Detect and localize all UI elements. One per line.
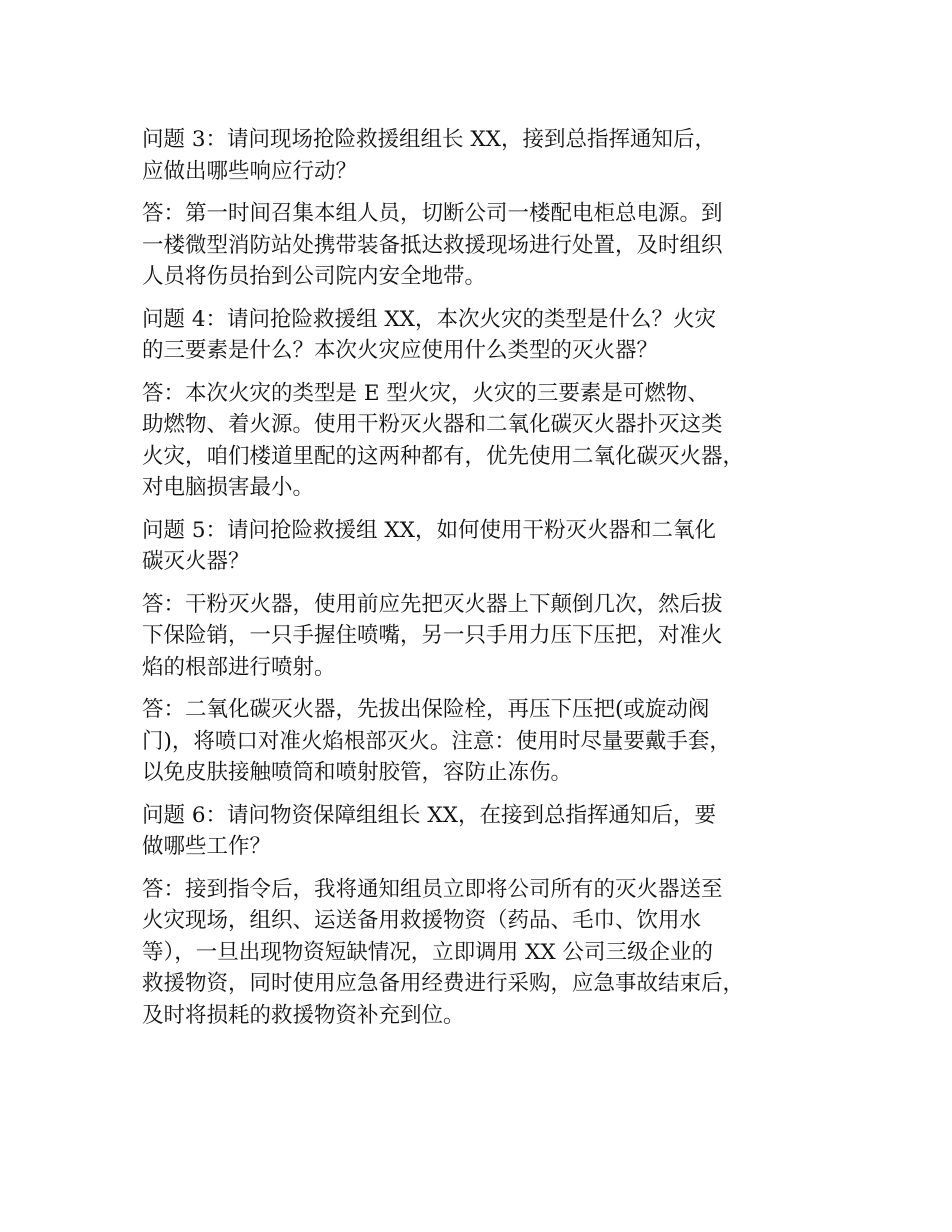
text-line: 做哪些工作？ — [142, 834, 272, 859]
text-line: 答：干粉灭火器，使用前应先把灭火器上下颠倒几次，然后拔 — [142, 591, 723, 617]
text-line: 火灾现场，组织、运送备用救援物资（药品、毛巾、饮用水 — [142, 908, 702, 933]
text-line: 火灾，咱们楼道里配的这两种都有，优先使用二氧化碳灭火器， — [142, 443, 745, 469]
text-line: 问题 3：请问现场抢险救援组组长 XX，接到总指挥通知后， — [142, 127, 716, 152]
answer-paragraph — [142, 694, 832, 789]
answer-paragraph — [142, 874, 832, 1032]
question-paragraph — [142, 515, 832, 578]
text-line: 对电脑损害最小。 — [142, 475, 315, 500]
text-line: 答：本次火灾的类型是 E 型火灾，火灾的三要素是可燃物、 — [142, 380, 709, 406]
text-line: 问题 5：请问抢险救援组 XX，如何使用干粉灭火器和二氧化 — [142, 517, 716, 543]
text-line: 及时将损耗的救援物资补充到位。 — [142, 1002, 465, 1028]
document-page — [142, 124, 832, 1042]
text-line: 答：二氧化碳灭火器，先拔出保险栓，再压下压把(或旋动阀 — [142, 697, 710, 722]
text-line: 下保险销，一只手握住喷嘴，另一只手用力压下压把，对准火 — [142, 623, 723, 648]
text-line: 门)，将喷口对准火焰根部灭火。注意：使用时尽量要戴手套， — [142, 728, 731, 754]
text-line: 焰的根部进行喷射。 — [142, 654, 336, 680]
text-line: 一楼微型消防站处携带装备抵达救援现场进行处置，及时组织 — [142, 232, 723, 258]
text-line: 等），一旦出现物资短缺情况，立即调用 XX 公司三级企业的 — [142, 939, 714, 965]
text-line: 问题 4：请问抢险救援组 XX，本次火灾的类型是什么？火灾 — [142, 306, 716, 332]
answer-paragraph — [142, 198, 832, 293]
question-paragraph — [142, 124, 832, 187]
answer-paragraph — [142, 378, 832, 504]
text-line: 以免皮肤接触喷筒和喷射胶管，容防止冻伤。 — [142, 760, 573, 785]
text-line: 答：第一时间召集本组人员，切断公司一楼配电柜总电源。到 — [142, 201, 723, 226]
question-paragraph — [142, 800, 832, 863]
question-paragraph — [142, 304, 832, 367]
text-line: 应做出哪些响应行动？ — [142, 158, 358, 184]
text-line: 的三要素是什么？本次火灾应使用什么类型的灭火器？ — [142, 338, 659, 363]
text-line: 助燃物、着火源。使用干粉灭火器和二氧化碳灭火器扑灭这类 — [142, 412, 723, 437]
text-line: 人员将伤员抬到公司院内安全地带。 — [142, 264, 487, 289]
text-line: 救援物资，同时使用应急备用经费进行采购，应急事故结束后， — [142, 971, 745, 996]
text-line: 碳灭火器？ — [142, 549, 250, 574]
answer-paragraph — [142, 589, 832, 684]
text-line: 答：接到指令后，我将通知组员立即将公司所有的灭火器送至 — [142, 876, 723, 902]
text-line: 问题 6：请问物资保障组组长 XX，在接到总指挥通知后，要 — [142, 802, 716, 828]
